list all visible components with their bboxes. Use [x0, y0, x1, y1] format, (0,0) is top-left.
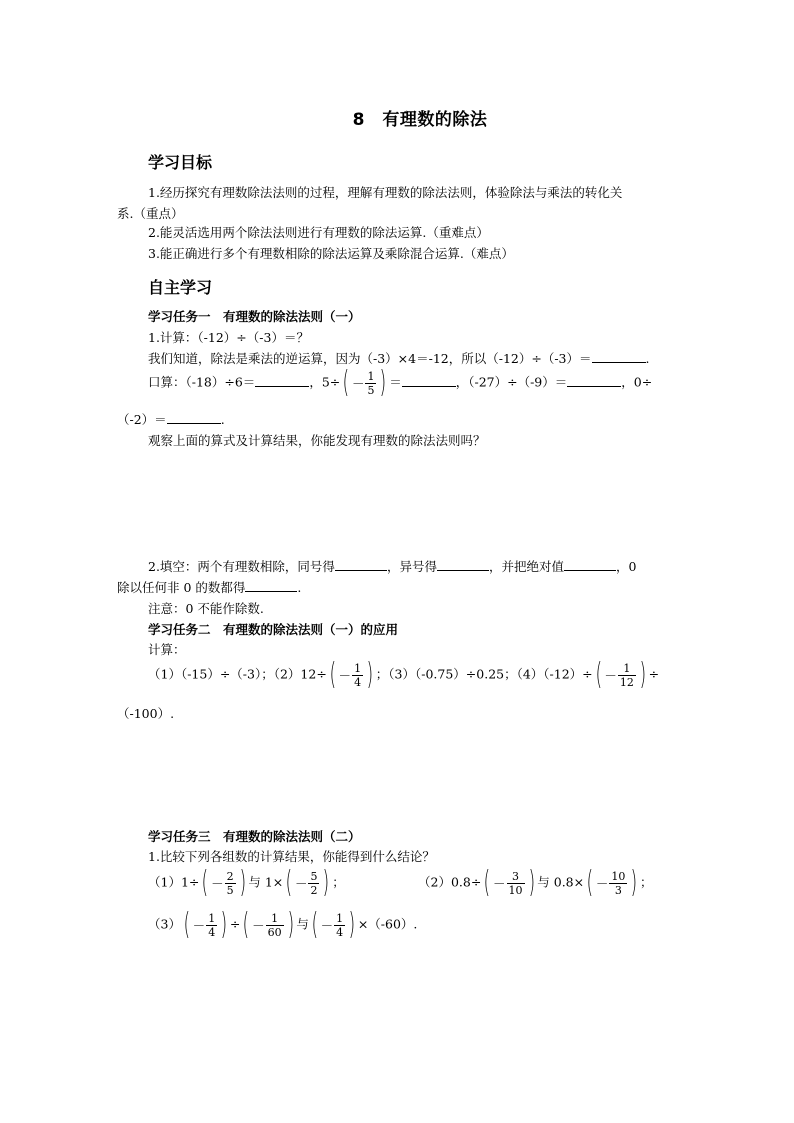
task1-note: 注意：0 不能作除数.	[148, 601, 264, 616]
answer-blank[interactable]	[335, 558, 387, 571]
task3-item-2: （2）0.8÷( － $\frac{3}{10}$ ) 与 0.8×( － $\frac{10}{3}$ ) ；	[418, 865, 653, 900]
fraction: $\frac{1}{4}$	[208, 911, 216, 939]
fraction: $\frac{1}{60}$	[267, 911, 282, 939]
answer-blank[interactable]	[564, 558, 616, 571]
page-title: 8 有理数的除法	[352, 110, 488, 130]
objective-2: 2.能灵活选用两个除法法则进行有理数的除法运算.（重难点）	[148, 225, 489, 240]
task1-oral-calc: 口算：（-18）÷6＝ ，5÷( － $\frac{1}{5}$ ) ＝ ，（-27）÷（-9）＝ ，0÷	[148, 365, 653, 400]
task2-calc-label: 计算：	[148, 642, 186, 657]
fraction: $\frac{1}{12}$	[619, 661, 634, 689]
fraction: $\frac{3}{10}$	[508, 869, 523, 897]
task1-q2: 2.填空：两个有理数相除，同号得 ，异号得 ，并把绝对值 ，0	[148, 559, 637, 574]
task1-heading: 学习任务一 有理数的除法法则（一）	[148, 309, 361, 324]
task1-q1: 1.计算：（-12）÷（-3）＝？	[148, 330, 309, 345]
objective-3: 3.能正确进行多个有理数相除的除法运算及乘除混合运算.（难点）	[148, 246, 514, 261]
fraction: $\frac{1}{4}$	[336, 911, 344, 939]
objectives-heading: 学习目标	[148, 153, 213, 172]
task2-problems-line2: （-100）.	[117, 706, 175, 721]
objective-1-line1: 1.经历探究有理数除法法则的过程，理解有理数的除法法则，体验除法与乘法的转化关	[148, 185, 623, 200]
task2-heading: 学习任务二 有理数的除法法则（一）的应用	[148, 622, 399, 637]
fraction: $\frac{10}{3}$	[611, 869, 626, 897]
task3-item-1: （1）1÷( － $\frac{2}{5}$ ) 与 1×( － $\frac{5}{2}$ ) ；	[148, 865, 345, 900]
task1-explain: 我们知道，除法是乘法的逆运算，因为（-3）×4＝-12，所以（-12）÷（-3）＝ .	[148, 351, 650, 366]
answer-blank[interactable]	[567, 374, 621, 387]
answer-blank[interactable]	[402, 374, 456, 387]
answer-blank[interactable]	[592, 350, 646, 363]
fraction: $\frac{5}{2}$	[310, 869, 318, 897]
fraction: $\frac{1}{5}$	[367, 369, 375, 397]
answer-blank[interactable]	[245, 579, 297, 592]
task1-observe: 观察上面的算式及计算结果，你能发现有理数的除法法则吗？	[148, 433, 486, 448]
task3-heading: 学习任务三 有理数的除法法则（二）	[148, 829, 361, 844]
task2-problems: （1）（-15）÷（-3）；（2）12÷( － $\frac{1}{4}$ ) ；（3）（-0.75）÷0.25；（4）（-12）÷( － $\frac{1}{12}$ ) ÷	[148, 657, 660, 692]
task1-q2-line2: 除以任何非 0 的数都得 .	[117, 580, 302, 595]
answer-blank[interactable]	[437, 558, 489, 571]
objective-1-line2: 系.（重点）	[117, 206, 184, 221]
task3-q1: 1.比较下列各组数的计算结果，你能得到什么结论？	[148, 849, 435, 864]
answer-blank[interactable]	[167, 411, 221, 424]
answer-blank[interactable]	[255, 374, 309, 387]
self-study-heading: 自主学习	[148, 278, 213, 297]
task3-item-3: （3）( － $\frac{1}{4}$ ) ÷( － $\frac{1}{60}$ ) 与( － $\frac{1}{4}$ ) ×（-60）.	[148, 907, 418, 942]
fraction: $\frac{1}{4}$	[354, 661, 362, 689]
task1-oral-calc-line2: （-2）＝ .	[117, 412, 225, 427]
fraction: $\frac{2}{5}$	[226, 869, 234, 897]
